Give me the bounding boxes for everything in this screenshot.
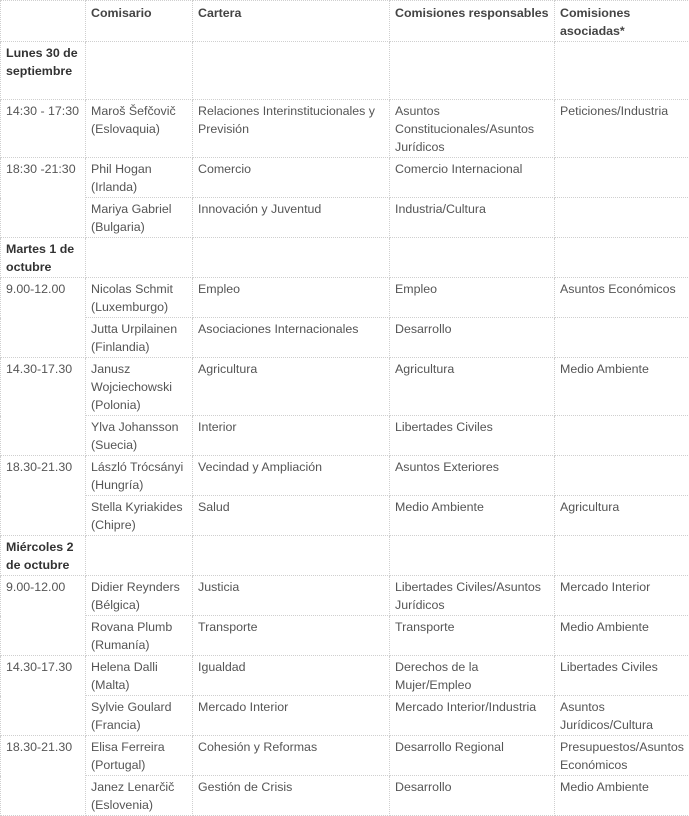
responsables-cell: Desarrollo xyxy=(390,776,555,816)
cartera-cell: Justicia xyxy=(193,576,390,616)
comisario-cell: Janusz Wojciechowski (Polonia) xyxy=(86,358,193,416)
responsables-cell: Derechos de la Mujer/Empleo xyxy=(390,656,555,696)
responsables-cell: Medio Ambiente xyxy=(390,496,555,536)
responsables-cell: Libertades Civiles xyxy=(390,416,555,456)
asociadas-cell: Asuntos Jurídicos/Cultura xyxy=(555,696,689,736)
cartera-cell: Igualdad xyxy=(193,656,390,696)
header-comisiones-responsables: Comisiones responsables xyxy=(390,1,555,42)
asociadas-cell: Libertades Civiles xyxy=(555,656,689,696)
asociadas-cell xyxy=(555,318,689,358)
comisario-cell: Helena Dalli (Malta) xyxy=(86,656,193,696)
table-row xyxy=(1,496,689,536)
comisario-cell: Jutta Urpilainen (Finlandia) xyxy=(86,318,193,358)
table-row xyxy=(1,576,689,616)
responsables-cell: Libertades Civiles/Asuntos Jurídicos xyxy=(390,576,555,616)
responsables-cell: Desarrollo Regional xyxy=(390,736,555,776)
time-slot: 14:30 - 17:30 xyxy=(1,100,86,158)
cartera-cell: Innovación y Juventud xyxy=(193,198,390,238)
comisario-cell: Didier Reynders (Bélgica) xyxy=(86,576,193,616)
day-label: Martes 1 de octubre xyxy=(1,238,86,278)
header-comisario: Comisario xyxy=(86,1,193,42)
responsables-cell: Transporte xyxy=(390,616,555,656)
time-slot: 9.00-12.00 xyxy=(1,576,86,656)
comisario-cell: László Trócsányi (Hungría) xyxy=(86,456,193,496)
time-slot: 9.00-12.00 xyxy=(1,278,86,358)
asociadas-cell xyxy=(555,456,689,496)
comisario-cell: Ylva Johansson (Suecia) xyxy=(86,416,193,456)
table-row xyxy=(1,198,689,238)
asociadas-cell: Medio Ambiente xyxy=(555,358,689,416)
comisario-cell: Elisa Ferreira (Portugal) xyxy=(86,736,193,776)
table-row xyxy=(1,456,689,496)
asociadas-cell: Medio Ambiente xyxy=(555,776,689,816)
cartera-cell: Asociaciones Internacionales xyxy=(193,318,390,358)
table-row xyxy=(1,616,689,656)
cartera-cell: Comercio xyxy=(193,158,390,198)
comisario-cell: Janez Lenarčič (Eslovenia) xyxy=(86,776,193,816)
asociadas-cell xyxy=(555,198,689,238)
comisario-cell: Mariya Gabriel (Bulgaria) xyxy=(86,198,193,238)
table-row xyxy=(1,358,689,416)
responsables-cell: Empleo xyxy=(390,278,555,318)
header-cartera: Cartera xyxy=(193,1,390,42)
responsables-cell: Mercado Interior/Industria xyxy=(390,696,555,736)
comisario-cell: Rovana Plumb (Rumanía) xyxy=(86,616,193,656)
table-row xyxy=(1,776,689,816)
cartera-cell: Relaciones Interinstitucionales y Previsión xyxy=(193,100,390,158)
asociadas-cell: Medio Ambiente xyxy=(555,616,689,656)
table-row xyxy=(1,736,689,776)
cartera-cell: Cohesión y Reformas xyxy=(193,736,390,776)
time-slot: 14.30-17.30 xyxy=(1,358,86,456)
comisario-cell: Stella Kyriakides (Chipre) xyxy=(86,496,193,536)
asociadas-cell: Asuntos Económicos xyxy=(555,278,689,318)
asociadas-cell: Agricultura xyxy=(555,496,689,536)
asociadas-cell xyxy=(555,416,689,456)
responsables-cell: Industria/Cultura xyxy=(390,198,555,238)
cartera-cell: Gestión de Crisis xyxy=(193,776,390,816)
asociadas-cell: Presupuestos/Asuntos Económicos xyxy=(555,736,689,776)
day-row xyxy=(1,238,689,278)
table-row xyxy=(1,318,689,358)
cartera-cell: Transporte xyxy=(193,616,390,656)
time-slot: 18:30 -21:30 xyxy=(1,158,86,238)
asociadas-cell: Peticiones/Industria xyxy=(555,100,689,158)
table-row xyxy=(1,416,689,456)
cartera-cell: Empleo xyxy=(193,278,390,318)
comisario-cell: Maroš Šefčovič (Eslovaquia) xyxy=(86,100,193,158)
header-comisiones-asociadas: Comisiones asociadas* xyxy=(555,1,689,42)
header-time xyxy=(1,1,86,42)
table-row xyxy=(1,656,689,696)
asociadas-cell: Mercado Interior xyxy=(555,576,689,616)
table-row xyxy=(1,100,689,158)
time-slot: 14.30-17.30 xyxy=(1,656,86,736)
day-label: Miércoles 2 de octubre xyxy=(1,536,86,576)
comisario-cell: Sylvie Goulard (Francia) xyxy=(86,696,193,736)
table-row xyxy=(1,158,689,198)
responsables-cell: Comercio Internacional xyxy=(390,158,555,198)
cartera-cell: Vecindad y Ampliación xyxy=(193,456,390,496)
responsables-cell: Desarrollo xyxy=(390,318,555,358)
asociadas-cell xyxy=(555,158,689,198)
comisario-cell: Nicolas Schmit (Luxemburgo) xyxy=(86,278,193,318)
comisario-cell: Phil Hogan (Irlanda) xyxy=(86,158,193,198)
day-row xyxy=(1,536,689,576)
time-slot: 18.30-21.30 xyxy=(1,456,86,536)
cartera-cell: Salud xyxy=(193,496,390,536)
responsables-cell: Asuntos Constitucionales/Asuntos Jurídicos xyxy=(390,100,555,158)
table-row xyxy=(1,696,689,736)
day-row xyxy=(1,42,689,100)
responsables-cell: Asuntos Exteriores xyxy=(390,456,555,496)
table-header-row xyxy=(1,1,689,42)
table-row xyxy=(1,278,689,318)
responsables-cell: Agricultura xyxy=(390,358,555,416)
day-label: Lunes 30 de septiembre xyxy=(1,42,86,100)
cartera-cell: Interior xyxy=(193,416,390,456)
cartera-cell: Agricultura xyxy=(193,358,390,416)
cartera-cell: Mercado Interior xyxy=(193,696,390,736)
time-slot: 18.30-21.30 xyxy=(1,736,86,816)
